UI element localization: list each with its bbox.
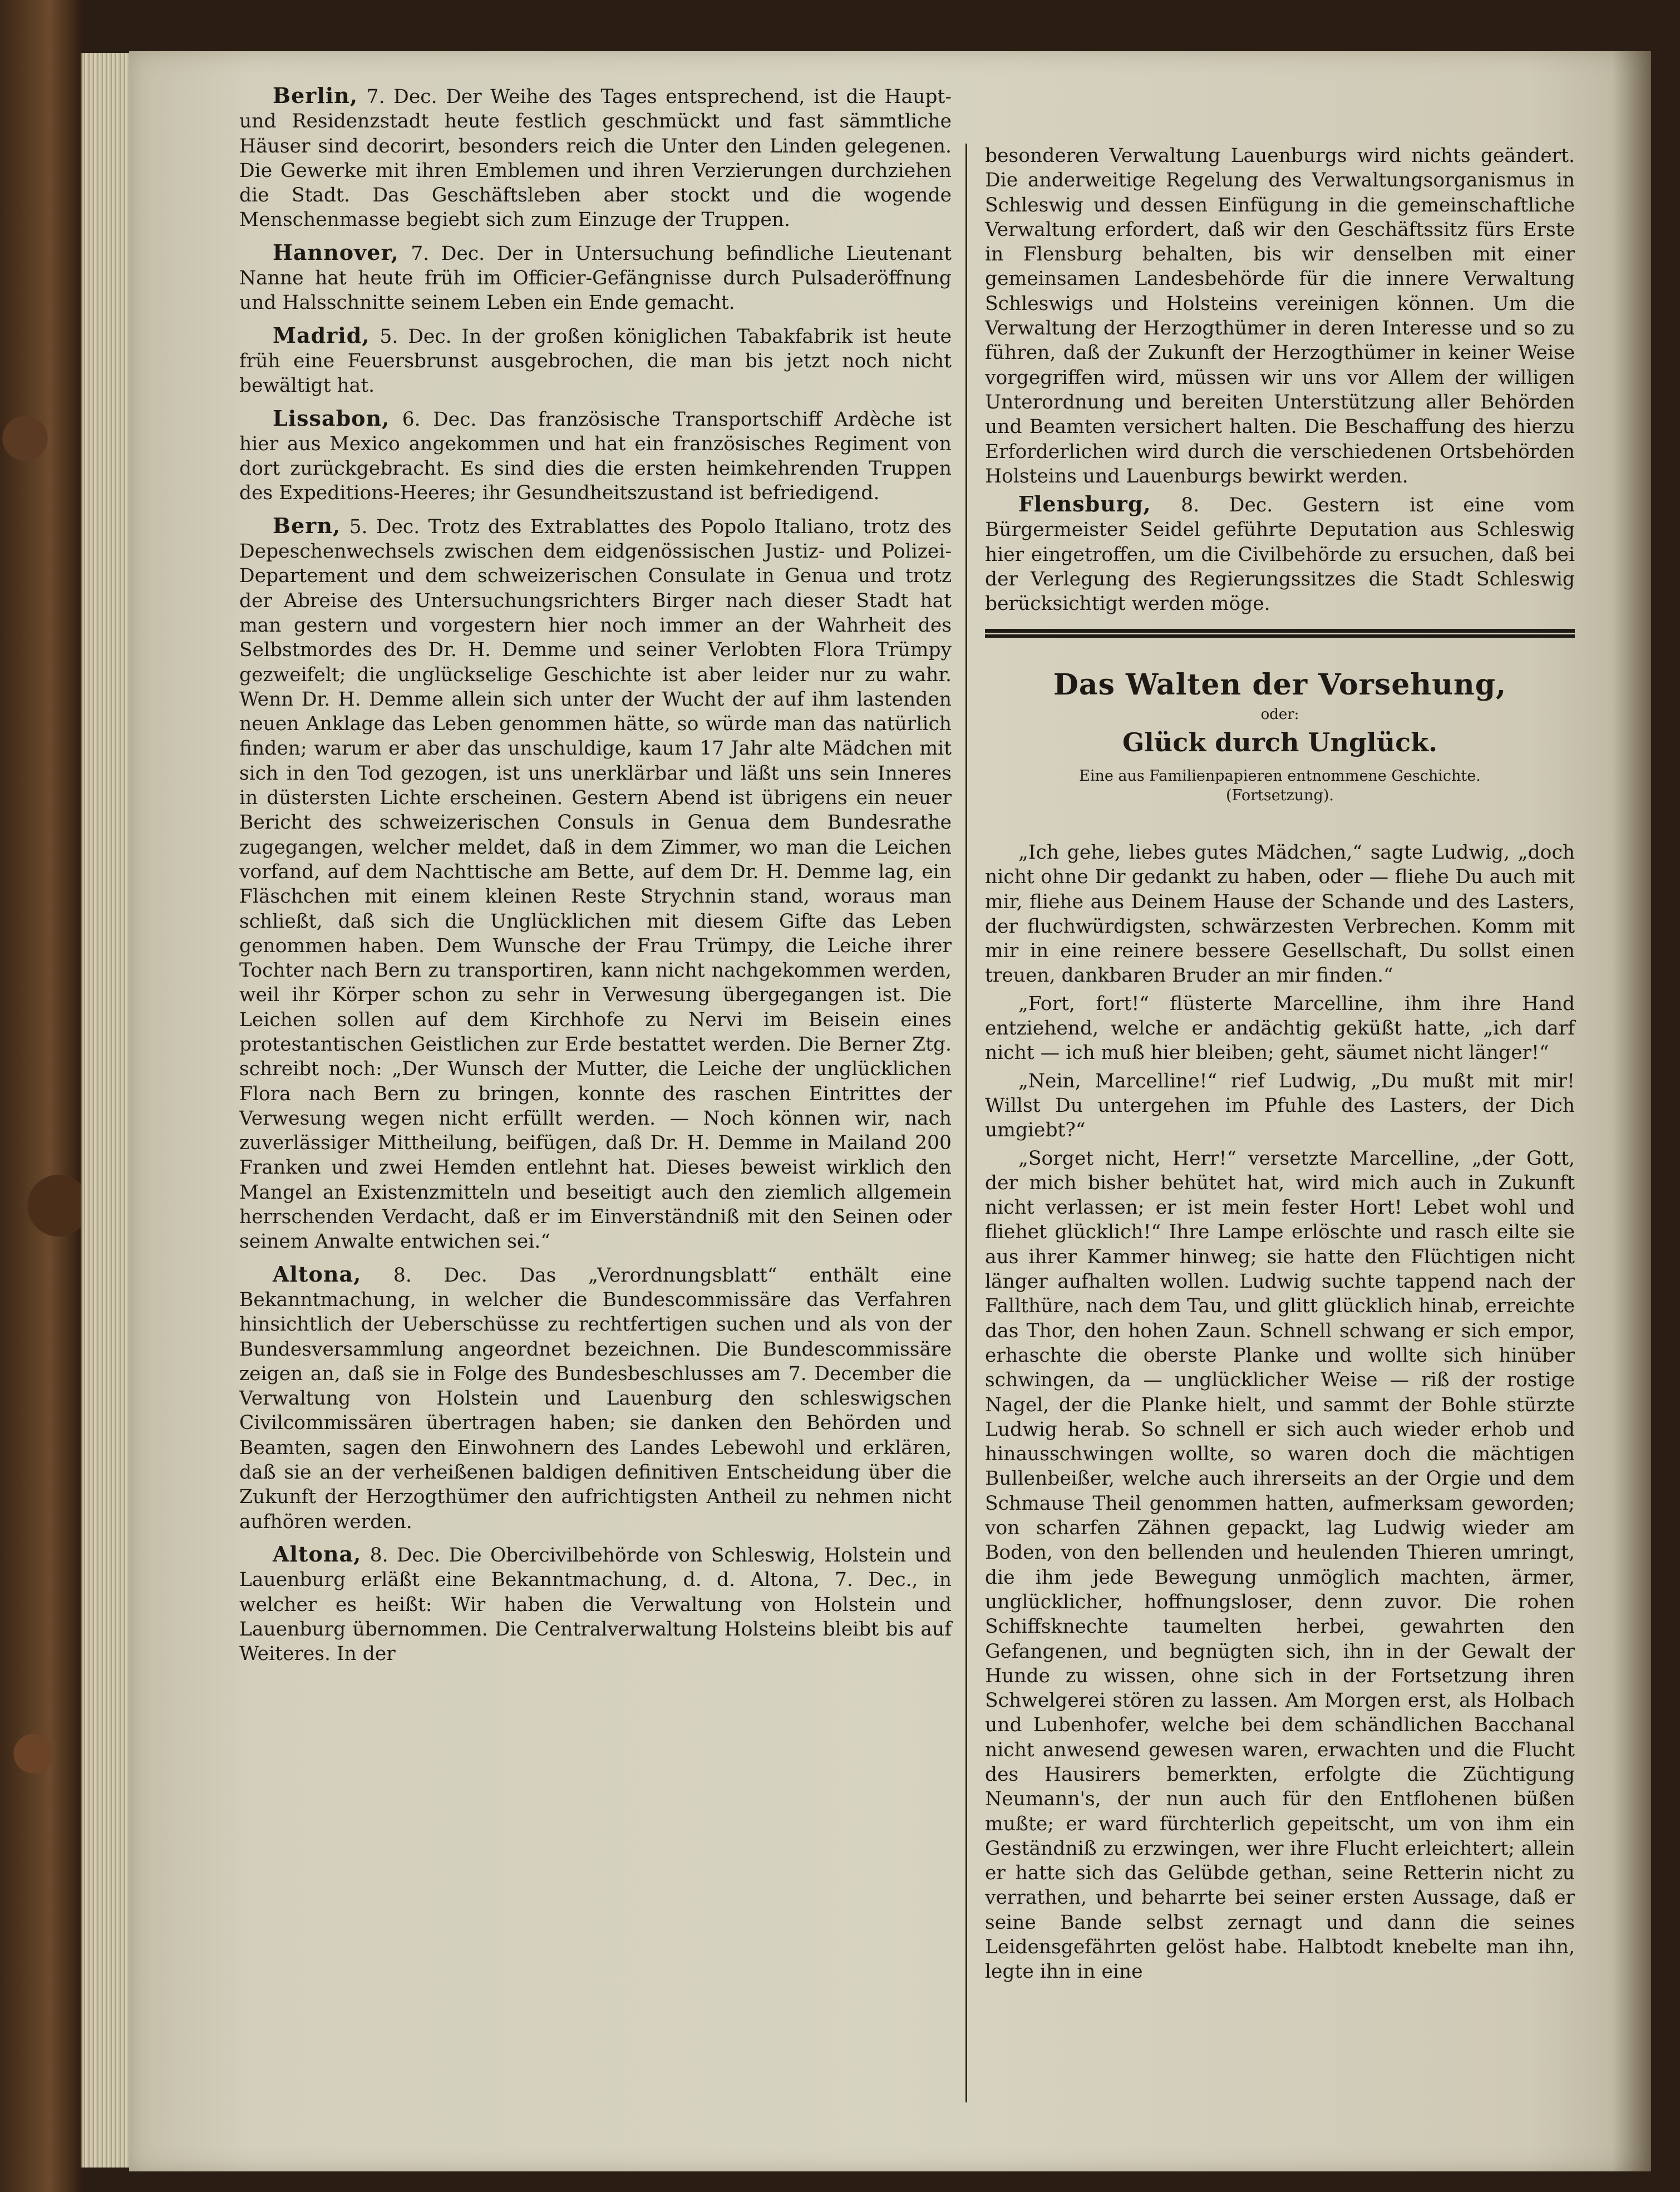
- article-text: 5. Dec. Trotz des Extrablattes des Popolo Italiano, trotz des Depeschenwechsels zwischen dem eidgenössischen Justiz- und Polizei-Departement und dem schweizerischen Consulate in Genua und trotz der Abreise des Untersuchungsrichters Birger nach dieser Stadt hat man gestern und vorgestern hier noch immer an der Wahrheit des Selbstmordes des Dr. H. Demme und seiner Verlobten Flora Trümpy gezweifelt; die unglückselige Geschichte ist aber leider nur zu wahr. Wenn Dr. H. Demme allein sich unter der Wucht der auf ihm lastenden neuen Anklage das Leben genommen hätte, so würde man das natürlich finden; warum er aber das unschuldige, kaum 17 Jahr alte Mädchen mit sich in den Tod gezogen, ist uns unerklärbar und läßt uns sein Inneres in düstersten Lichte erscheinen. Gestern Abend ist übrigens ein neuer Bericht des schweizerischen Consuls in Genua dem Bundesrathe zugegangen, welcher meldet, daß in dem Zimmer, wo man die Leichen vorfand, auf dem Nachttische am Bette, auf dem Dr. H. Demme lag, ein Fläschchen mit einem kleinen Reste Strychnin stand, woraus man schließt, daß sich die Unglücklichen mit diesem Gifte das Leben genommen haben. Dem Wunsche der Frau Trümpy, die Leiche ihrer Tochter nach Bern zu transportiren, kann nicht nachgekommen werden, weil ihr Körper schon zu sehr in Verwesung übergegangen ist. Die Leichen sollen auf dem Kirchhofe zu Nervi im Beisein eines protestantischen Geistlichen zur Erde bestattet werden. Die Berner Ztg. schreibt noch: „Der Wunsch der Mutter, die Leiche der unglücklichen Flora nach Bern zu bringen, konnte des raschen Eintrittes der Verwesung wegen nicht erfüllt werden. — Noch können wir, nach zuverlässiger Mittheilung, beifügen, daß Dr. H. Demme in Mailand 200 Franken und zwei Hemden entlehnt hat. Dieses beweist wirklich den Mangel an Existenzmitteln und beseitigt auch den ziemlich allgemein herrschenden Verdacht, daß er im Einverständniß mit den Seinen oder seinem Anwalte entwichen sei.“: [239, 515, 952, 1253]
- book-cover-edge: [0, 0, 83, 2192]
- dateline: Bern,: [273, 513, 341, 538]
- column-rule: [965, 144, 967, 2102]
- gutter-shadow: [1612, 51, 1651, 2171]
- dateline: Flensburg,: [1018, 491, 1151, 517]
- story-continuation: (Fortsetzung).: [1226, 787, 1334, 804]
- article-text: 7. Dec. Der Weihe des Tages entsprechend, ist die Haupt- und Residenzstadt heute festlich geschmückt und fast sämmtliche Häuser sind decorirt, besonders reich die Unter den Linden gelegenen. Die Gewerke mit ihren Emblemen und ihren Verzierungen durchziehen die Stadt. Das Geschäftsleben aber stockt und die wogende Menschenmasse begiebt sich zum Einzuge der Truppen.: [239, 86, 952, 231]
- article-berlin: [239, 83, 952, 233]
- page-stack-edge: [81, 53, 132, 2168]
- article-lissabon: [239, 406, 952, 506]
- story-note: Eine aus Familienpapieren entnommene Geschichte.: [1079, 767, 1481, 785]
- article-continuation: [985, 144, 1575, 489]
- article-altona-1: [239, 1262, 952, 1534]
- story-paragraph: „Sorget nicht, Herr!“ versetzte Marcelline, „der Gott, der mich bisher behütet hat, wird mich auch in Zukunft nicht verlassen; er ist mein fester Hort! Lebet wohl und fliehet glücklich!“ Ihre Lampe erlöschte und rasch eilte sie aus ihrer Kammer hinweg; sie hatte den Flüchtigen nicht länger aufhalten wollen. Ludwig suchte tappend nach der Fallthüre, nach dem Tau, und glitt glücklich hinab, erreichte das Thor, den hohen Zaun. Schnell schwang er sich empor, erhaschte die oberste Planke und wollte sich hinüber schwingen, da — unglücklicher Weise — riß der rostige Nagel, der die Planke hielt, und sammt der Bohle stürzte Ludwig herab. So schnell er sich auch wieder erhob und hinausschwingen wollte, so waren doch die mächtigen Bullenbeißer, welche auch ihrerseits an der Orgie und dem Schmause Theil genommen hatten, aufmerksam geworden; von scharfen Zähnen gepackt, lag Ludwig wieder am Boden, von den bellenden und heulenden Thieren umringt, die ihm jede Bewegung unmöglich machten, ärmer, unglücklicher, hoffnungsloser, denn zuvor. Die rohen Schiffsknechte taumelten herbei, gewahrten den Gefangenen, und begnügten sich, ihn in der Gewalt der Hunde zu wissen, ohne sich in der Fortsetzung ihren Schwelgerei stören zu lassen. Am Morgen erst, als Holbach und Lubenhofer, welche bei dem schändlichen Bacchanal nicht anwesend gewesen waren, erwachten und die Flucht des Hausirers bemerkten, erfolgte die Züchtigung Neumann's, der nun auch für den Entflohenen büßen mußte; er ward fürchterlich gepeitscht, um von ihm ein Geständniß zu erzwingen, wer ihre Flucht erleichtert; allein er hatte sich das Gelübde gethan, seine Retterin nicht zu verrathen, und beharrte bei seiner ersten Aussage, daß er seine Bande selbst zernagt und dann die seines Leidensgefährten gelöst habe. Halbtodt knebelte man ihn, legte ihn in eine: [985, 1147, 1575, 1983]
- article-hannover: [239, 240, 952, 316]
- story-oder: oder:: [1260, 706, 1299, 723]
- right-column: [985, 144, 1575, 620]
- article-text: besonderen Verwaltung Lauenburgs wird nichts geändert. Die anderweitige Regelung des Verwaltungsorganismus in Schleswig und dessen Einfügung in die gemeinschaftliche Verwaltung erfordert, daß wir den Geschäftssitz fürs Erste in Flensburg behalten, bis wir denselben mit einer gemeinsamen Landesbehörde für die innere Verwaltung Schleswigs und Holsteins vereinigen können. Um die Verwaltung der Herzogthümer in deren Interesse und so zu führen, daß der Zukunft der Herzogthümer in keiner Weise vorgegriffen wird, müssen wir uns vor Allem der willigen Unterordnung und bereiten Unterstützung aller Behörden und Beamten versichert halten. Die Beschaffung des hierzu Erforderlichen wird durch die verschiedenen Ortsbehörden Holsteins und Lauenburgs bewirkt werden.: [985, 145, 1575, 487]
- story-header: [985, 668, 1575, 806]
- section-separator: [985, 629, 1575, 634]
- dateline: Altona,: [273, 1261, 362, 1287]
- story-body: [985, 840, 1575, 1988]
- left-column: [239, 83, 952, 1674]
- dateline: Madrid,: [273, 322, 370, 348]
- article-text: 5. Dec. In der großen königlichen Tabakfabrik ist heute früh eine Feuersbrunst ausgebrochen, die man bis jetzt noch nicht bewältigt hat.: [239, 325, 952, 397]
- article-text: 8. Dec. Die Obercivilbehörde von Schleswig, Holstein und Lauenburg erläßt eine Bekanntmachung, d. d. Altona, 7. Dec., in welcher es heißt: Wir haben die Verwaltung von Holstein und Lauenburg übernommen. Die Centralverwaltung Holsteins bleibt bis auf Weiteres. In der: [239, 1544, 952, 1666]
- story-paragraph: „Ich gehe, liebes gutes Mädchen,“ sagte Ludwig, „doch nicht ohne Dir gedankt zu haben, oder — fliehe Du auch mit mir, fliehe aus Deinem Hause der Schande und des Lasters, der fluchwürdigsten, schwärzesten Verbrechen. Komm mit mir in eine reinere bessere Gesellschaft, Du sollst einen treuen, dankbaren Bruder an mir finden.“: [985, 841, 1575, 987]
- dateline: Lissabon,: [273, 405, 390, 431]
- dateline: Hannover,: [273, 239, 399, 265]
- story-title: Das Walten der Vorsehung,: [1053, 668, 1507, 702]
- article-madrid: [239, 323, 952, 398]
- article-bern: [239, 514, 952, 1254]
- story-subtitle: Glück durch Unglück.: [1122, 727, 1437, 757]
- article-flensburg: [985, 492, 1575, 616]
- article-text: 8. Dec. Das „Verordnungsblatt“ enthält eine Bekanntmachung, in welcher die Bundescommissäre das Verfahren hinsichtlich der Ueberschüsse zu rechtfertigen suchen und als von der Bundesversammlung angeordnet bezeichnen. Die Bundescommissäre zeigen an, daß sie in Folge des Bundesbeschlusses am 7. December die Verwaltung von Holstein und Lauenburg den schleswigschen Civilcommissären übertragen haben; sie danken den Behörden und Beamten, sagen den Einwohnern des Landes Lebewohl und erklären, daß sie an der verheißenen baldigen definitiven Entscheidung über die Zukunft der Herzogthümer den aufrichtigsten Antheil zu nehmen nicht aufhören werden.: [239, 1264, 952, 1533]
- article-text: 8. Dec. Gestern ist eine vom Bürgermeister Seidel geführte Deputation aus Schleswig hier eingetroffen, um die Civilbehörde zu ersuchen, daß bei der Verlegung des Regierungssitzes die Stadt Schleswig berücksichtigt werden möge.: [985, 494, 1575, 615]
- article-altona-2: [239, 1542, 952, 1666]
- article-text: 7. Dec. Der in Untersuchung befindliche Lieutenant Nanne hat heute früh im Officier-Gefängnisse durch Pulsaderöffnung und Halsschnitte seinem Leben ein Ende gemacht.: [239, 242, 952, 314]
- story-paragraph: „Fort, fort!“ flüsterte Marcelline, ihm ihre Hand entziehend, welche er andächtig geküßt hatte, „ich darf nicht — ich muß hier bleiben; geht, säumet nicht länger!“: [985, 992, 1575, 1065]
- dateline: Altona,: [273, 1541, 362, 1567]
- story-paragraph: „Nein, Marcelline!“ rief Ludwig, „Du mußt mit mir! Willst Du untergehen im Pfuhle des Lasters, der Dich umgiebt?“: [985, 1070, 1575, 1142]
- dateline: Berlin,: [273, 83, 358, 108]
- article-text: 6. Dec. Das französische Transportschiff Ardèche ist hier aus Mexico angekommen und hat ein französisches Regiment von dort zurückgebracht. Es sind dies die ersten heimkehrenden Truppen des Expeditions-Heeres; ihr Gesundheitszustand ist befriedigend.: [239, 408, 952, 505]
